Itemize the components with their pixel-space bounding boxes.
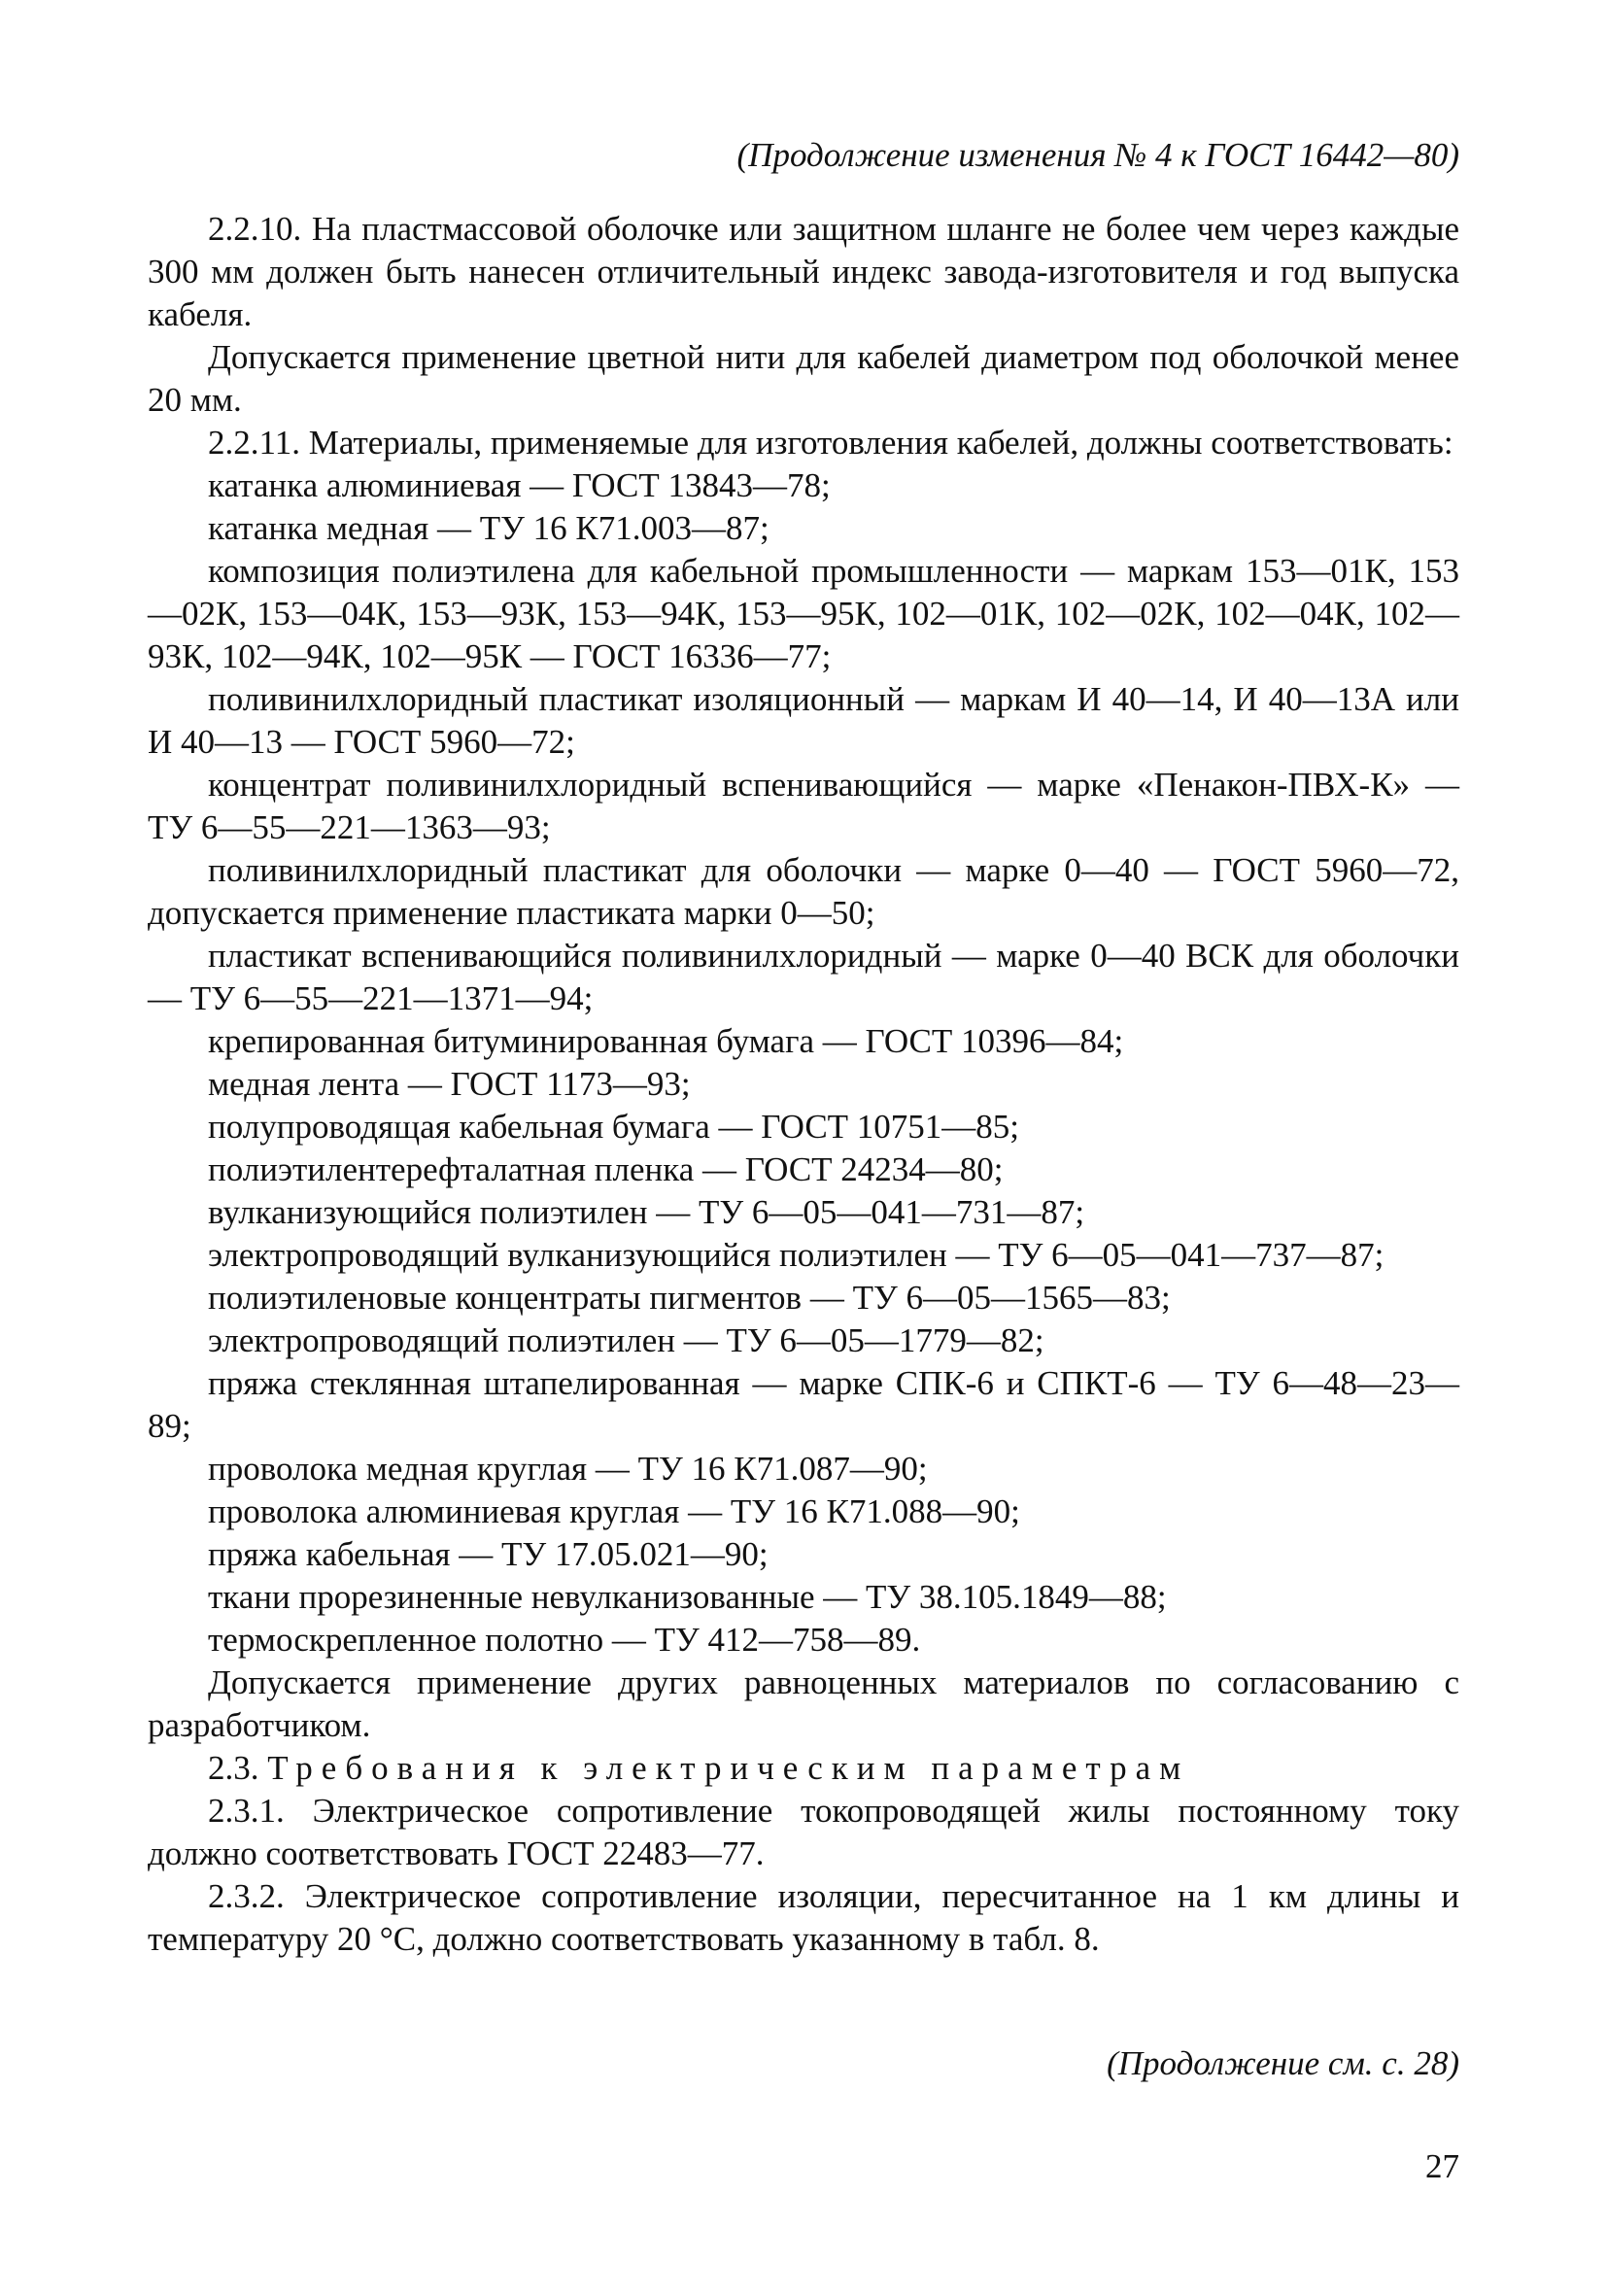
material-item: поливинилхлоридный пластикат для оболочки — марке 0—40 — ГОСТ 5960—72, допускается применение пластиката марки 0—50; [148, 851, 1459, 932]
paragraph-2-2-11: 2.2.11. Материалы, применяемые для изготовления кабелей, должны соответствовать: [208, 424, 1453, 462]
material-item: концентрат поливинилхлоридный вспенивающийся — марке «Пенакон-ПВХ-К» — ТУ 6—55—221—1363—93; [148, 766, 1459, 846]
material-item: проволока медная круглая — ТУ 16 К71.087—90; [208, 1450, 928, 1488]
document-body [148, 208, 1459, 1961]
material-item: полиэтилентерефталатная пленка — ГОСТ 24234—80; [208, 1150, 1004, 1188]
material-item: крепированная битуминированная бумага — ГОСТ 10396—84; [208, 1022, 1124, 1060]
paragraph-2-3-2: 2.3.2. Электрическое сопротивление изоляции, пересчитанное на 1 км длины и температуру 20 °С, должно соответствовать указанному в табл. 8. [148, 1877, 1459, 1958]
material-item: поливинилхлоридный пластикат изоляционный — маркам И 40—14, И 40—13А или И 40—13 — ГОСТ 5960—72; [148, 680, 1459, 761]
material-item: пряжа кабельная — ТУ 17.05.021—90; [208, 1535, 769, 1573]
page-number: 27 [1425, 2147, 1459, 2185]
material-item: медная лента — ГОСТ 1173—93; [208, 1065, 691, 1103]
continuation-header: (Продолжение изменения № 4 к ГОСТ 16442—80) [736, 136, 1459, 174]
section-heading [148, 1747, 1459, 1790]
material-item: катанка медная — ТУ 16 К71.003—87; [208, 509, 769, 547]
material-item: термоскрепленное полотно — ТУ 412—758—89. [208, 1621, 921, 1659]
material-item: электропроводящий вулканизующийся полиэтилен — ТУ 6—05—041—737—87; [208, 1236, 1385, 1274]
material-item: катанка алюминиевая — ГОСТ 13843—78; [208, 466, 831, 504]
paragraph-2-2-10: 2.2.10. На пластмассовой оболочке или защитном шланге не более чем через каждые 300 мм должен быть нанесен отличительный индекс завода-изготовителя и год выпуска кабеля. [148, 210, 1459, 333]
paragraph-colored-thread: Допускается применение цветной нити для кабелей диаметром под оболочкой менее 20 мм. [148, 338, 1459, 419]
material-item: композиция полиэтилена для кабельной промышленности — маркам 153—01К, 153—02К, 153—04К, 153—93К, 153—94К, 153—95К, 102—01К, 102—02К, 102—04К, 102—93К, 102—94К, 102—95К — ГОСТ 16336—77; [148, 552, 1459, 675]
material-item: вулканизующийся полиэтилен — ТУ 6—05—041—731—87; [208, 1193, 1085, 1231]
section-number: 2.3. [208, 1749, 259, 1787]
material-item: пряжа стеклянная штапелированная — марке СПК-6 и СПКТ-6 — ТУ 6—48—23—89; [148, 1364, 1459, 1445]
paragraph-equivalent-materials: Допускается применение других равноценных материалов по согласованию с разработчиком. [148, 1663, 1459, 1744]
material-item: электропроводящий полиэтилен — ТУ 6—05—1779—82; [208, 1321, 1044, 1359]
material-item: пластикат вспенивающийся поливинилхлоридный — марке 0—40 ВСК для оболочки — ТУ 6—55—221—1371—94; [148, 937, 1459, 1017]
section-title: Требования к электрическим параметрам [267, 1749, 1190, 1787]
paragraph-2-3-1: 2.3.1. Электрическое сопротивление токопроводящей жилы постоянному току должно соответствовать ГОСТ 22483—77. [148, 1792, 1459, 1872]
material-item: полиэтиленовые концентраты пигментов — ТУ 6—05—1565—83; [208, 1279, 1171, 1317]
material-item: проволока алюминиевая круглая — ТУ 16 К71.088—90; [208, 1492, 1020, 1530]
material-item: ткани прорезиненные невулканизованные — ТУ 38.105.1849—88; [208, 1578, 1167, 1616]
material-item: полупроводящая кабельная бумага — ГОСТ 10751—85; [208, 1108, 1020, 1146]
continuation-footer: (Продолжение см. с. 28) [1107, 2044, 1459, 2082]
